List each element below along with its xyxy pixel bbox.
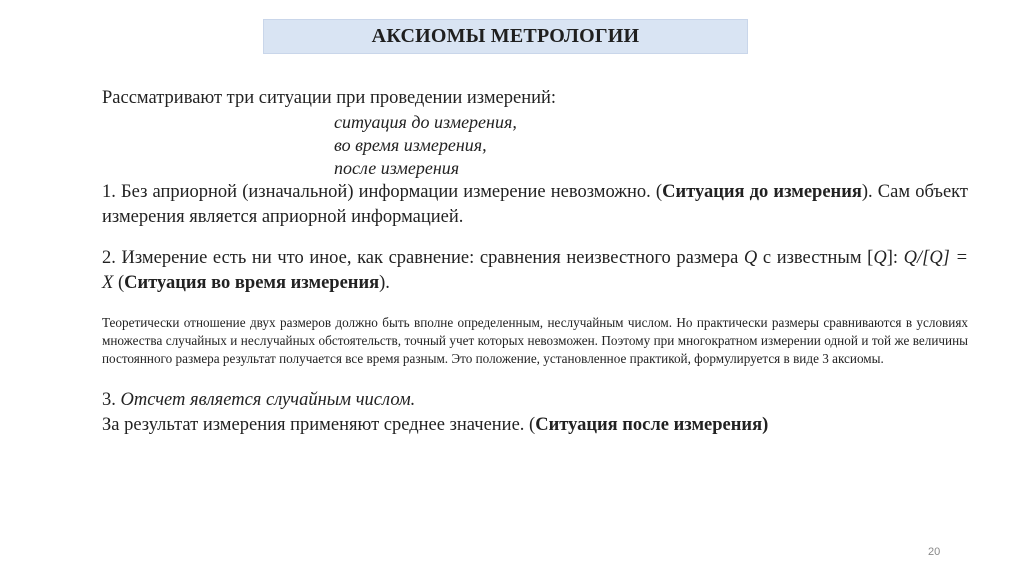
axiom-1-text-a: 1. Без априорной (изначальной) информации измерение невозможно. ( bbox=[102, 182, 663, 202]
axiom-2-q2: Q bbox=[873, 248, 887, 268]
situation-item: во время измерения, bbox=[334, 135, 487, 155]
axiom-2 bbox=[102, 246, 968, 296]
axiom-2-text-b: с известным [ bbox=[757, 248, 874, 268]
axiom-3-italic: Отсчет является случайным числом. bbox=[120, 390, 416, 410]
axiom-2-text-d: ( bbox=[113, 273, 125, 293]
page-number: 20 bbox=[928, 546, 941, 558]
situations-list bbox=[102, 111, 968, 180]
slide-title: АКСИОМЫ МЕТРОЛОГИИ bbox=[263, 19, 748, 54]
axiom-1-text-b: ). Сам объект измерения является априорной информацией. bbox=[102, 182, 969, 227]
axiom-3 bbox=[102, 388, 968, 438]
axiom-2-text-a: 2. Измерение есть ни что иное, как сравнение: сравнения неизвестного размера bbox=[102, 248, 744, 268]
situation-item: после измерения bbox=[334, 158, 460, 178]
slide-body bbox=[102, 86, 968, 438]
axiom-1-bold: Ситуация до измерения bbox=[662, 182, 862, 202]
axiom-1 bbox=[102, 180, 968, 230]
axiom-3-bold: Ситуация после измерения) bbox=[535, 415, 769, 435]
axiom-3-num: 3. bbox=[102, 390, 121, 410]
axiom-2-bold: Ситуация во время измерения bbox=[124, 273, 380, 293]
axiom-3-text-a: За результат измерения применяют среднее значение. ( bbox=[102, 415, 536, 435]
theory-paragraph: Теоретически отношение двух размеров должно быть вполне определенным, неслучайным числом. Но практически размеры сравниваются в условиях множества случайных и неслучайных обстоятельств, точный учет которых невозможен. Поэтому при многократном измерении одной и той же величины постоянного размера результат получается все время разным. Это положение, установленное практикой, формулируется в виде 3 аксиомы. bbox=[102, 315, 968, 366]
situation-item: ситуация до измерения, bbox=[334, 112, 517, 132]
axiom-2-text-e: ). bbox=[379, 273, 390, 293]
axiom-2-q1: Q bbox=[743, 248, 758, 268]
intro-text: Рассматривают три ситуации при проведении измерений: bbox=[102, 88, 557, 108]
axiom-2-text-c: ]: bbox=[886, 248, 904, 268]
axiom-2-formula: Q/[Q] = X bbox=[102, 248, 968, 293]
